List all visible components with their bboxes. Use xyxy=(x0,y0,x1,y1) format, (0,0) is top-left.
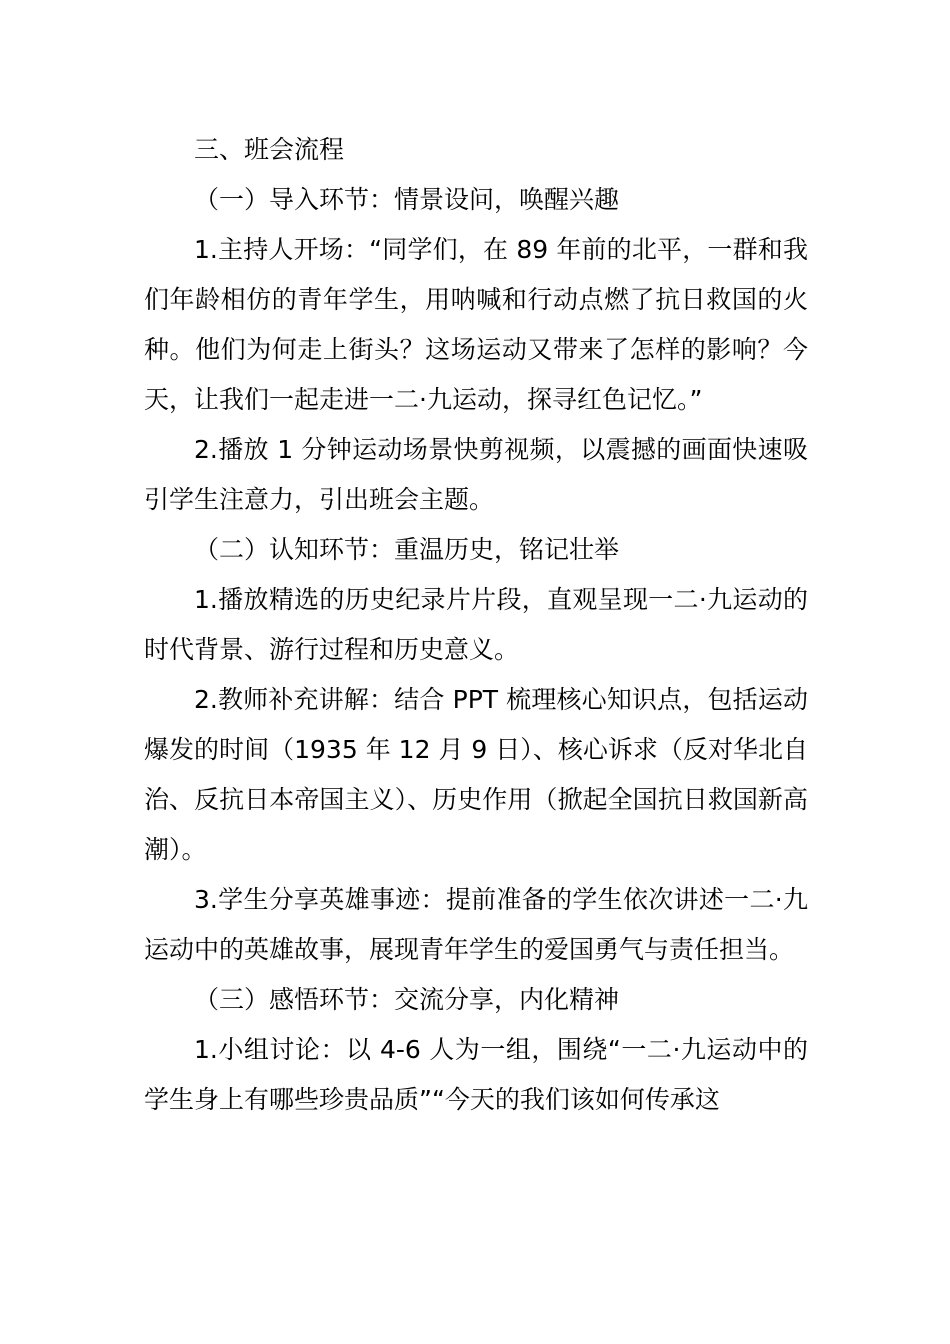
subsection-heading-cognition: （二）认知环节：重温历史，铭记壮举 xyxy=(194,535,620,564)
subsection-heading-intro: （一）导入环节：情景设问，唤醒兴趣 xyxy=(194,185,620,214)
paragraph-video: 2.播放 1 分钟运动场景快剪视频，以震撼的画面快速吸引学生注意力，引出班会主题。 xyxy=(144,435,808,514)
section-heading-flow: 三、班会流程 xyxy=(194,135,345,164)
paragraph-documentary: 1.播放精选的历史纪录片片段，直观呈现一二·九运动的时代背景、游行过程和历史意义。 xyxy=(144,585,808,664)
subsection-heading-reflection: （三）感悟环节：交流分享，内化精神 xyxy=(194,985,620,1014)
paragraph-group-discussion: 1.小组讨论：以 4-6 人为一组，围绕“一二·九运动中的学生身上有哪些珍贵品质”“今天的我们该如何传承这 xyxy=(144,1035,808,1114)
paragraph-teacher-explanation: 2.教师补充讲解：结合 PPT 梳理核心知识点，包括运动爆发的时间（1935 年 12 月 9 日）、核心诉求（反对华北自治、反抗日本帝国主义）、历史作用（掀起全国抗日救国新高潮）。 xyxy=(144,685,808,864)
paragraph-host-opening: 1.主持人开场：“同学们，在 89 年前的北平，一群和我们年龄相仿的青年学生，用呐喊和行动点燃了抗日救国的火种。他们为何走上街头？这场运动又带来了怎样的影响？今天，让我们一起走进一二·九运动，探寻红色记忆。” xyxy=(144,235,808,414)
paragraph-hero-stories: 3.学生分享英雄事迹：提前准备的学生依次讲述一二·九运动中的英雄故事，展现青年学生的爱国勇气与责任担当。 xyxy=(144,885,808,964)
document-body xyxy=(144,125,808,1125)
